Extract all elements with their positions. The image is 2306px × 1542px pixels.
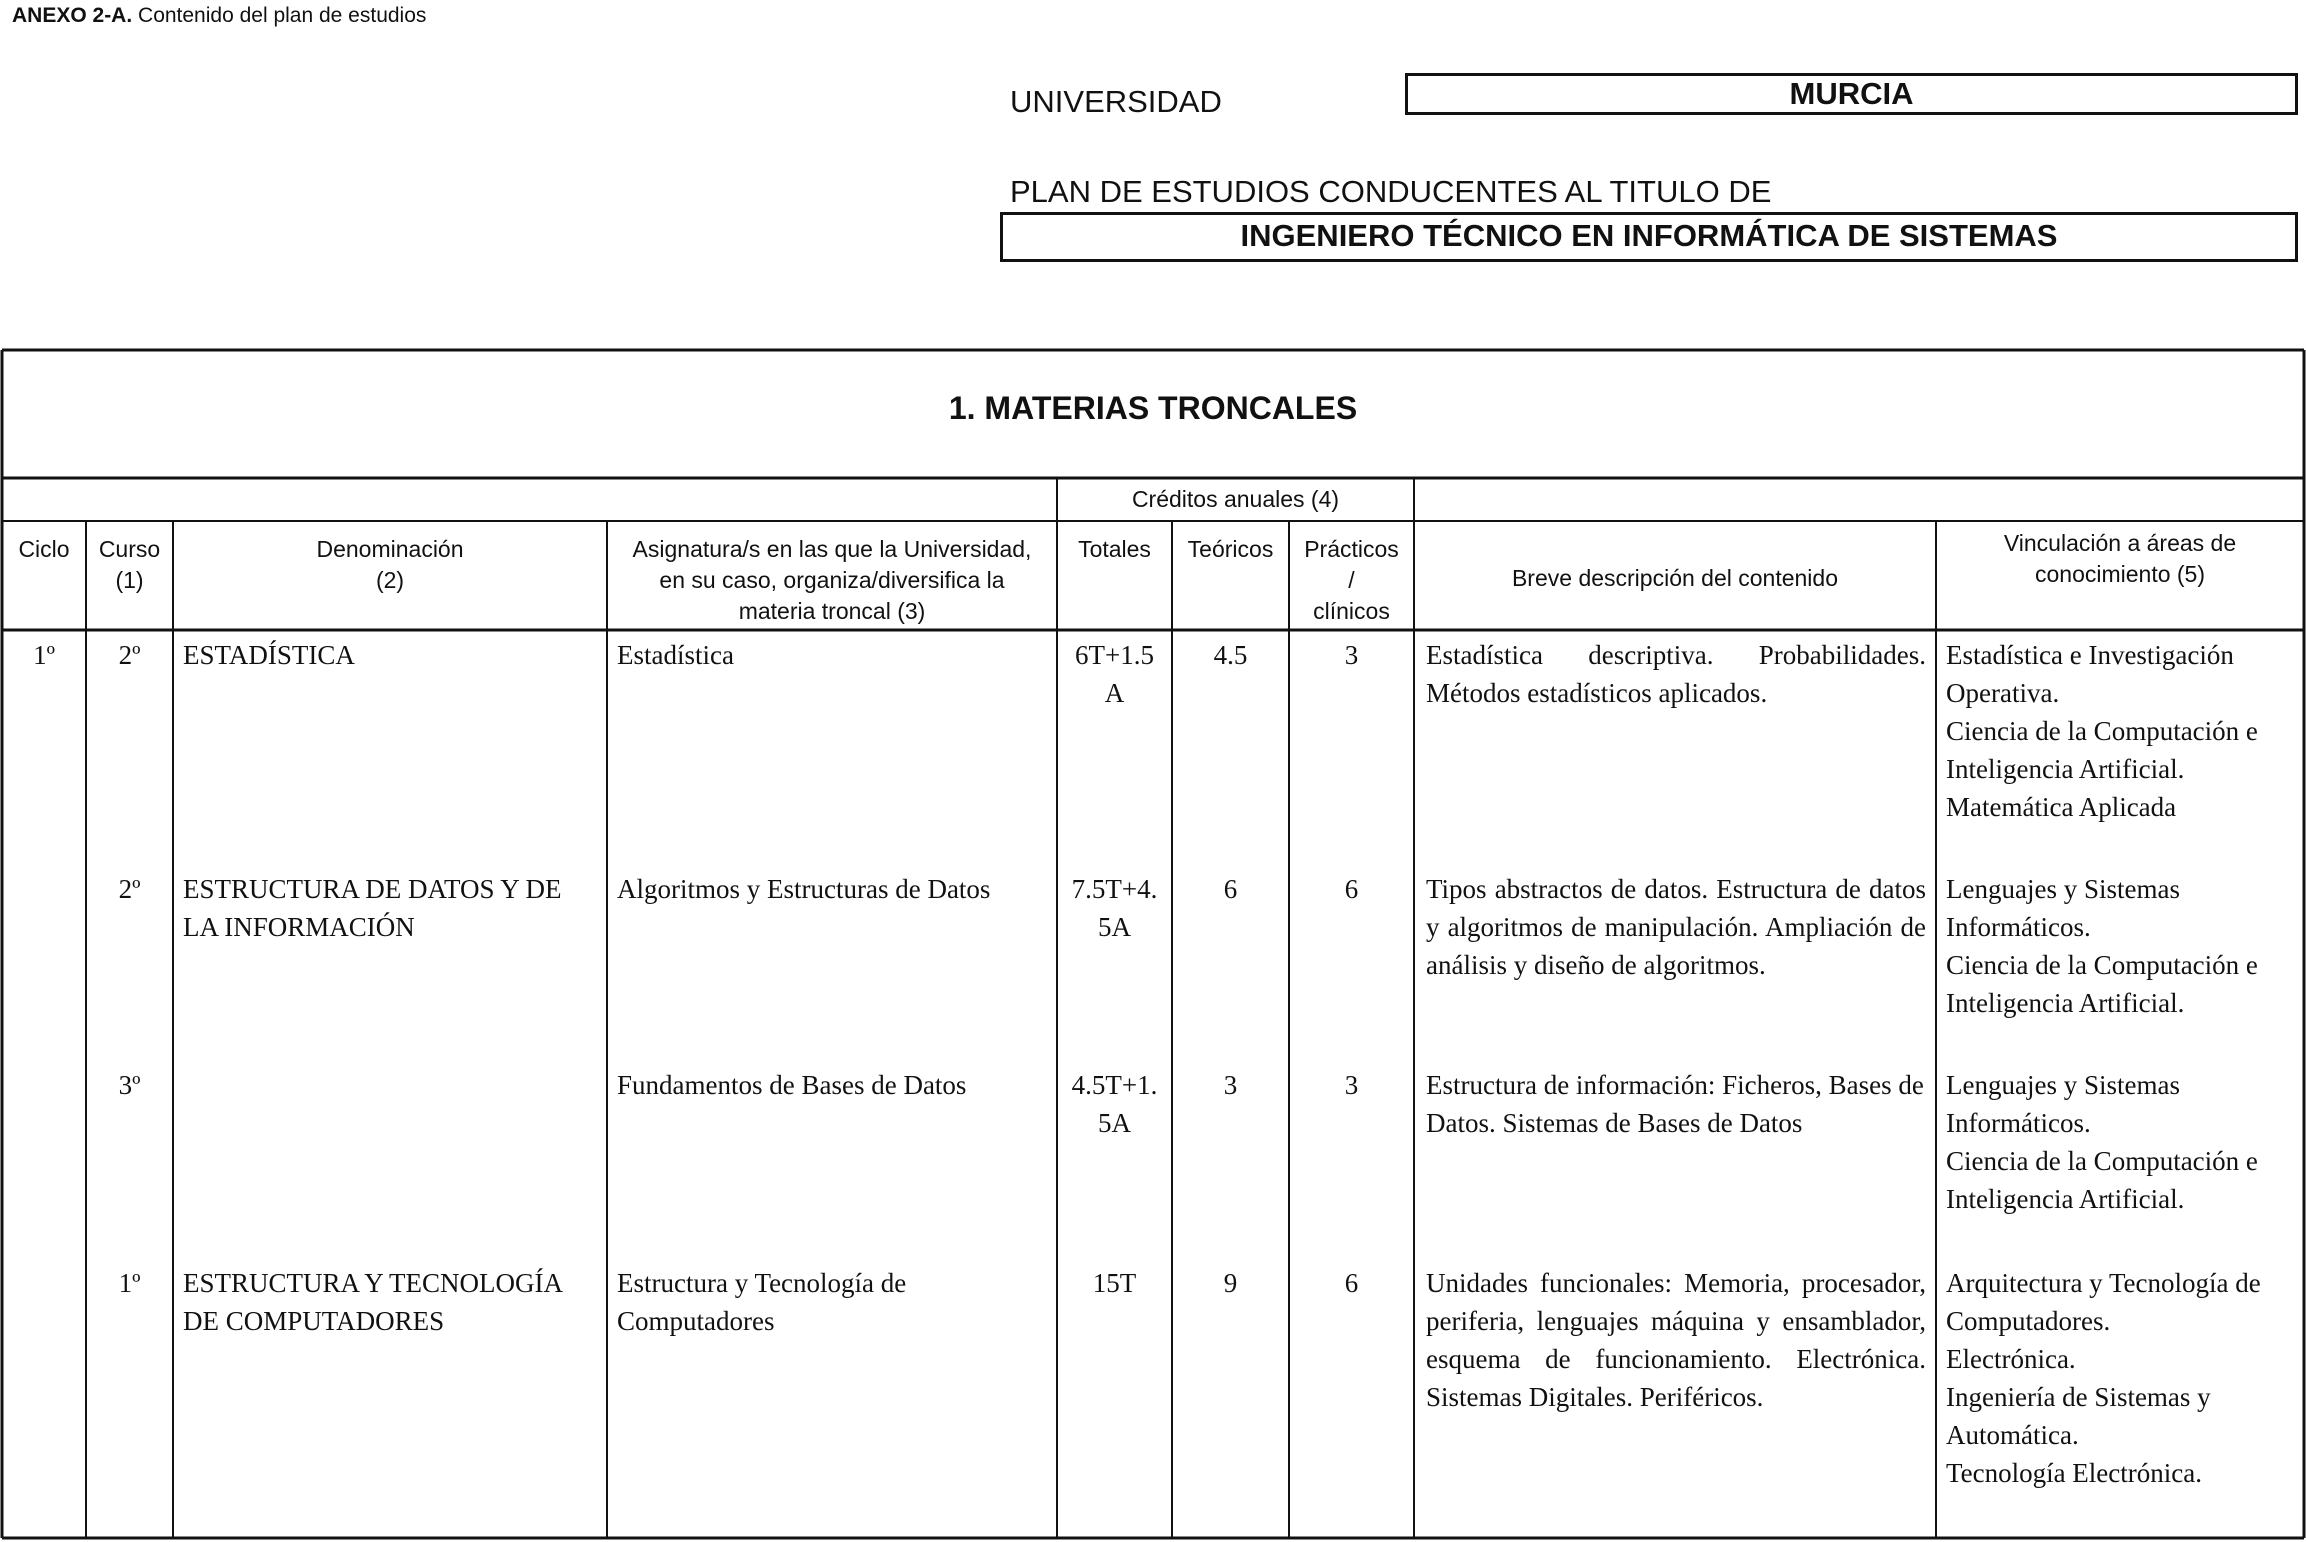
col-ciclo: Ciclo — [18, 536, 70, 562]
cell-practicos: 6 — [1344, 874, 1359, 904]
cell-asignatura: Algoritmos y Estructuras de Datos — [617, 874, 991, 904]
col-asignatura: Asignatura/s en las que la Universidad, en su caso, organiza/diversifica la materia troncal (3) — [632, 536, 1032, 624]
cell-practicos: 3 — [1344, 640, 1359, 670]
cell-teoricos: 9 — [1223, 1268, 1238, 1298]
col-totales: Totales — [1078, 536, 1151, 562]
creditos-group-header: Créditos anuales (4) — [1131, 486, 1340, 512]
col-teoricos: Teóricos — [1187, 536, 1274, 562]
cell-teoricos: 6 — [1223, 874, 1238, 904]
cell-asignatura: Fundamentos de Bases de Datos — [617, 1070, 967, 1100]
cell-denominacion: ESTRUCTURA Y TECNOLOGÍA DE COMPUTADORES — [183, 1268, 562, 1336]
cell-vinculacion: Arquitectura y Tecnología de Computadores. Electrónica. Ingeniería de Sistemas y Automática. Tecnología Electrónica. — [1946, 1268, 2261, 1488]
university-label: UNIVERSIDAD — [1010, 84, 1222, 119]
cell-vinculacion: Lenguajes y Sistemas Informáticos. Ciencia de la Computación e Inteligencia Artificial. — [1946, 1070, 2258, 1214]
cell-totales: 6T+1.5 A — [1075, 640, 1154, 708]
cell-curso: 1º — [118, 1268, 141, 1298]
col-curso: Curso (1) — [98, 536, 161, 593]
col-descripcion: Breve descripción del contenido — [1511, 565, 1839, 591]
col-vinculacion: Vinculación a áreas de conocimiento (5) — [2003, 530, 2237, 587]
cell-descripcion: Unidades funcionales: Memoria, procesador, periferia, lenguajes máquina y ensamblador, esquema de funcionamiento. Electrónica. Sistemas Digitales. Periféricos. — [1426, 1268, 1926, 1412]
cell-denominacion: ESTADÍSTICA — [183, 640, 355, 670]
cell-descripcion: Estructura de información: Ficheros, Bases de Datos. Sistemas de Bases de Datos — [1426, 1070, 1924, 1138]
cell-vinculacion: Lenguajes y Sistemas Informáticos. Ciencia de la Computación e Inteligencia Artificial. — [1946, 874, 2258, 1018]
cell-totales: 7.5T+4. 5A — [1071, 874, 1158, 942]
annex-text: Contenido del plan de estudios — [132, 4, 427, 27]
cell-practicos: 3 — [1344, 1070, 1359, 1100]
col-practicos: Prácticos / clínicos — [1304, 536, 1399, 624]
degree-title: INGENIERO TÉCNICO EN INFORMÁTICA DE SISTEMAS — [1000, 212, 2298, 262]
cell-curso: 3º — [118, 1070, 141, 1100]
section-title: 1. MATERIAS TRONCALES — [948, 390, 1358, 426]
plan-label: PLAN DE ESTUDIOS CONDUCENTES AL TITULO DE — [1010, 174, 1772, 209]
col-denominacion: Denominación (2) — [316, 536, 464, 593]
cell-curso: 2º — [118, 874, 141, 904]
cell-teoricos: 3 — [1223, 1070, 1238, 1100]
cell-totales: 4.5T+1. 5A — [1071, 1070, 1158, 1138]
cell-denominacion: ESTRUCTURA DE DATOS Y DE LA INFORMACIÓN — [183, 874, 562, 942]
cell-curso: 2º — [118, 640, 141, 670]
cell-asignatura: Estructura y Tecnología de Computadores — [617, 1268, 907, 1336]
cell-descripcion: Estadística descriptiva. Probabilidades. Métodos estadísticos aplicados. — [1426, 640, 1926, 708]
cell-totales: 15T — [1092, 1268, 1137, 1298]
cell-ciclo: 1º — [33, 640, 55, 670]
university-value: MURCIA — [1405, 73, 2298, 115]
cell-practicos: 6 — [1344, 1268, 1359, 1298]
cell-teoricos: 4.5 — [1213, 640, 1248, 670]
cell-descripcion: Tipos abstractos de datos. Estructura de datos y algoritmos de manipulación. Ampliación de análisis y diseño de algoritmos. — [1426, 874, 1926, 980]
annex-number: ANEXO 2-A. — [12, 4, 133, 27]
cell-vinculacion: Estadística e Investigación Operativa. Ciencia de la Computación e Inteligencia Artificial. Matemática Aplicada — [1946, 640, 2258, 822]
cell-asignatura: Estadística — [617, 640, 734, 670]
